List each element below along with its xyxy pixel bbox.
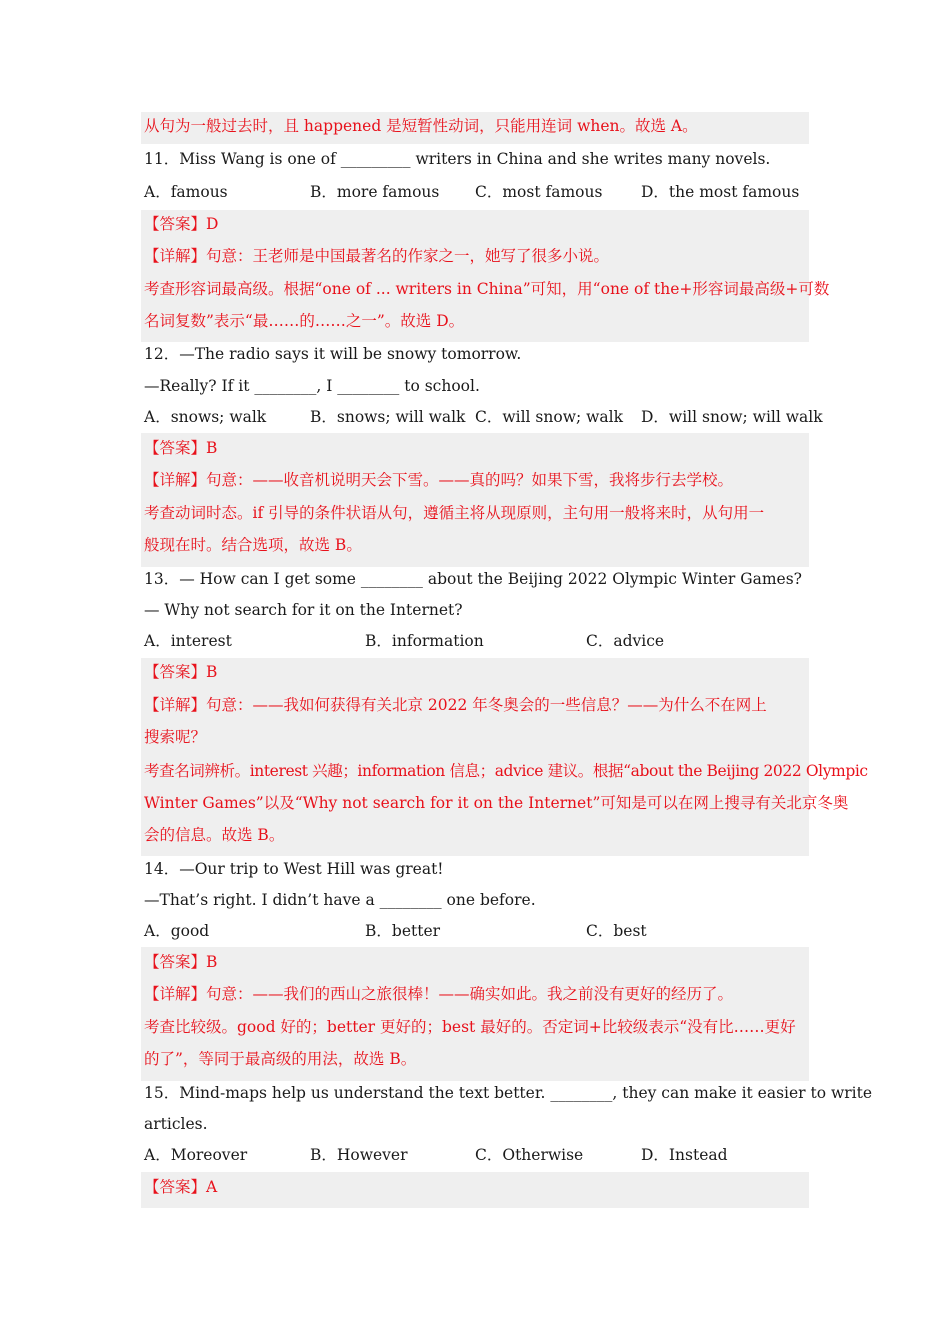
q13-explanation-3: 考查名词辨析。interest 兴趣；information 信息；advice 建议。根据“about the Beijing 2022 Olympic — [144, 762, 868, 780]
q12-option-d: D．will snow; will walk — [641, 408, 823, 426]
q13-explanation-4: Winter Games”以及“Why not search for it on the Internet”可知是可以在网上搜寻有关北京冬奥 — [144, 794, 849, 812]
q15-option-b: B．However — [310, 1146, 408, 1164]
q13-option-a: A．interest — [144, 632, 232, 650]
q13-option-b: B．information — [365, 632, 484, 650]
q11-option-d: D．the most famous — [641, 183, 800, 201]
q15-option-c: C．Otherwise — [475, 1146, 584, 1164]
q12-explanation-1: 【详解】句意：——收音机说明天会下雪。——真的吗？如果下雪，我将步行去学校。 — [144, 471, 734, 489]
q11-option-b: B．more famous — [310, 183, 440, 201]
q11-question: 11．Miss Wang is one of _________ writers in China and she writes many novels. — [144, 150, 771, 168]
q11-option-c: C．most famous — [475, 183, 603, 201]
q12-explanation-3: 般现在时。结合选项，故选 B。 — [144, 536, 362, 554]
q14-answer: 【答案】B — [144, 953, 218, 971]
q11-explanation-3: 名词复数”表示“最……的……之一”。故选 D。 — [144, 312, 465, 330]
q10-explanation: 从句为一般过去时，且 happened 是短暂性动词，只能用连词 when。故选 A。 — [144, 117, 698, 135]
q13-option-c: C．advice — [586, 632, 665, 650]
q13-explanation-1: 【详解】句意：——我如何获得有关北京 2022 年冬奥会的一些信息？——为什么不在网上 — [144, 696, 767, 714]
q11-explanation-2: 考查形容词最高级。根据“one of ... writers in China”可知，用“one of the+形容词最高级+可数 — [144, 280, 830, 298]
q14-explanation-3: 的了”，等同于最高级的用法，故选 B。 — [144, 1050, 417, 1068]
q14-explanation-2: 考查比较级。good 好的；better 更好的；best 最好的。否定词+比较级表示“没有比……更好 — [144, 1018, 796, 1036]
q14-option-b: B．better — [365, 922, 441, 940]
q14-option-a: A．good — [144, 922, 210, 940]
q12-option-c: C．will snow; walk — [475, 408, 623, 426]
q11-option-a: A．famous — [144, 183, 228, 201]
q12-option-b: B．snows; will walk — [310, 408, 466, 426]
q12-question-1: 12．—The radio says it will be snowy tomorrow. — [144, 345, 522, 363]
q14-option-c: C．best — [586, 922, 647, 940]
q14-explanation-1: 【详解】句意：——我们的西山之旅很棒！——确实如此。我之前没有更好的经历了。 — [144, 985, 734, 1003]
q15-option-d: D．Instead — [641, 1146, 728, 1164]
q12-explanation-2: 考查动词时态。if 引导的条件状语从句，遵循主将从现原则，主句用一般将来时，从句用一 — [144, 504, 765, 522]
q12-answer: 【答案】B — [144, 439, 218, 457]
q12-question-2: —Really? If it ________, I ________ to school. — [144, 377, 480, 395]
q13-explanation-5: 会的信息。故选 B。 — [144, 826, 285, 844]
q15-question-2: articles. — [144, 1115, 208, 1133]
q12-option-a: A．snows; walk — [144, 408, 267, 426]
q14-question-2: —That’s right. I didn’t have a ________ one before. — [144, 891, 536, 909]
q13-explanation-2: 搜索呢？ — [144, 728, 207, 746]
q15-option-a: A．Moreover — [144, 1146, 248, 1164]
q13-answer: 【答案】B — [144, 663, 218, 681]
q13-question-2: — Why not search for it on the Internet? — [144, 601, 463, 619]
q14-question-1: 14．—Our trip to West Hill was great! — [144, 860, 444, 878]
q13-question-1: 13．— How can I get some ________ about the Beijing 2022 Olympic Winter Games? — [144, 570, 802, 588]
q15-question-1: 15．Mind-maps help us understand the text better. ________, they can make it easier to write — [144, 1084, 873, 1102]
q11-answer: 【答案】D — [144, 215, 219, 233]
q11-explanation-1: 【详解】句意：王老师是中国最著名的作家之一，她写了很多小说。 — [144, 247, 610, 265]
q15-answer: 【答案】A — [144, 1178, 218, 1196]
